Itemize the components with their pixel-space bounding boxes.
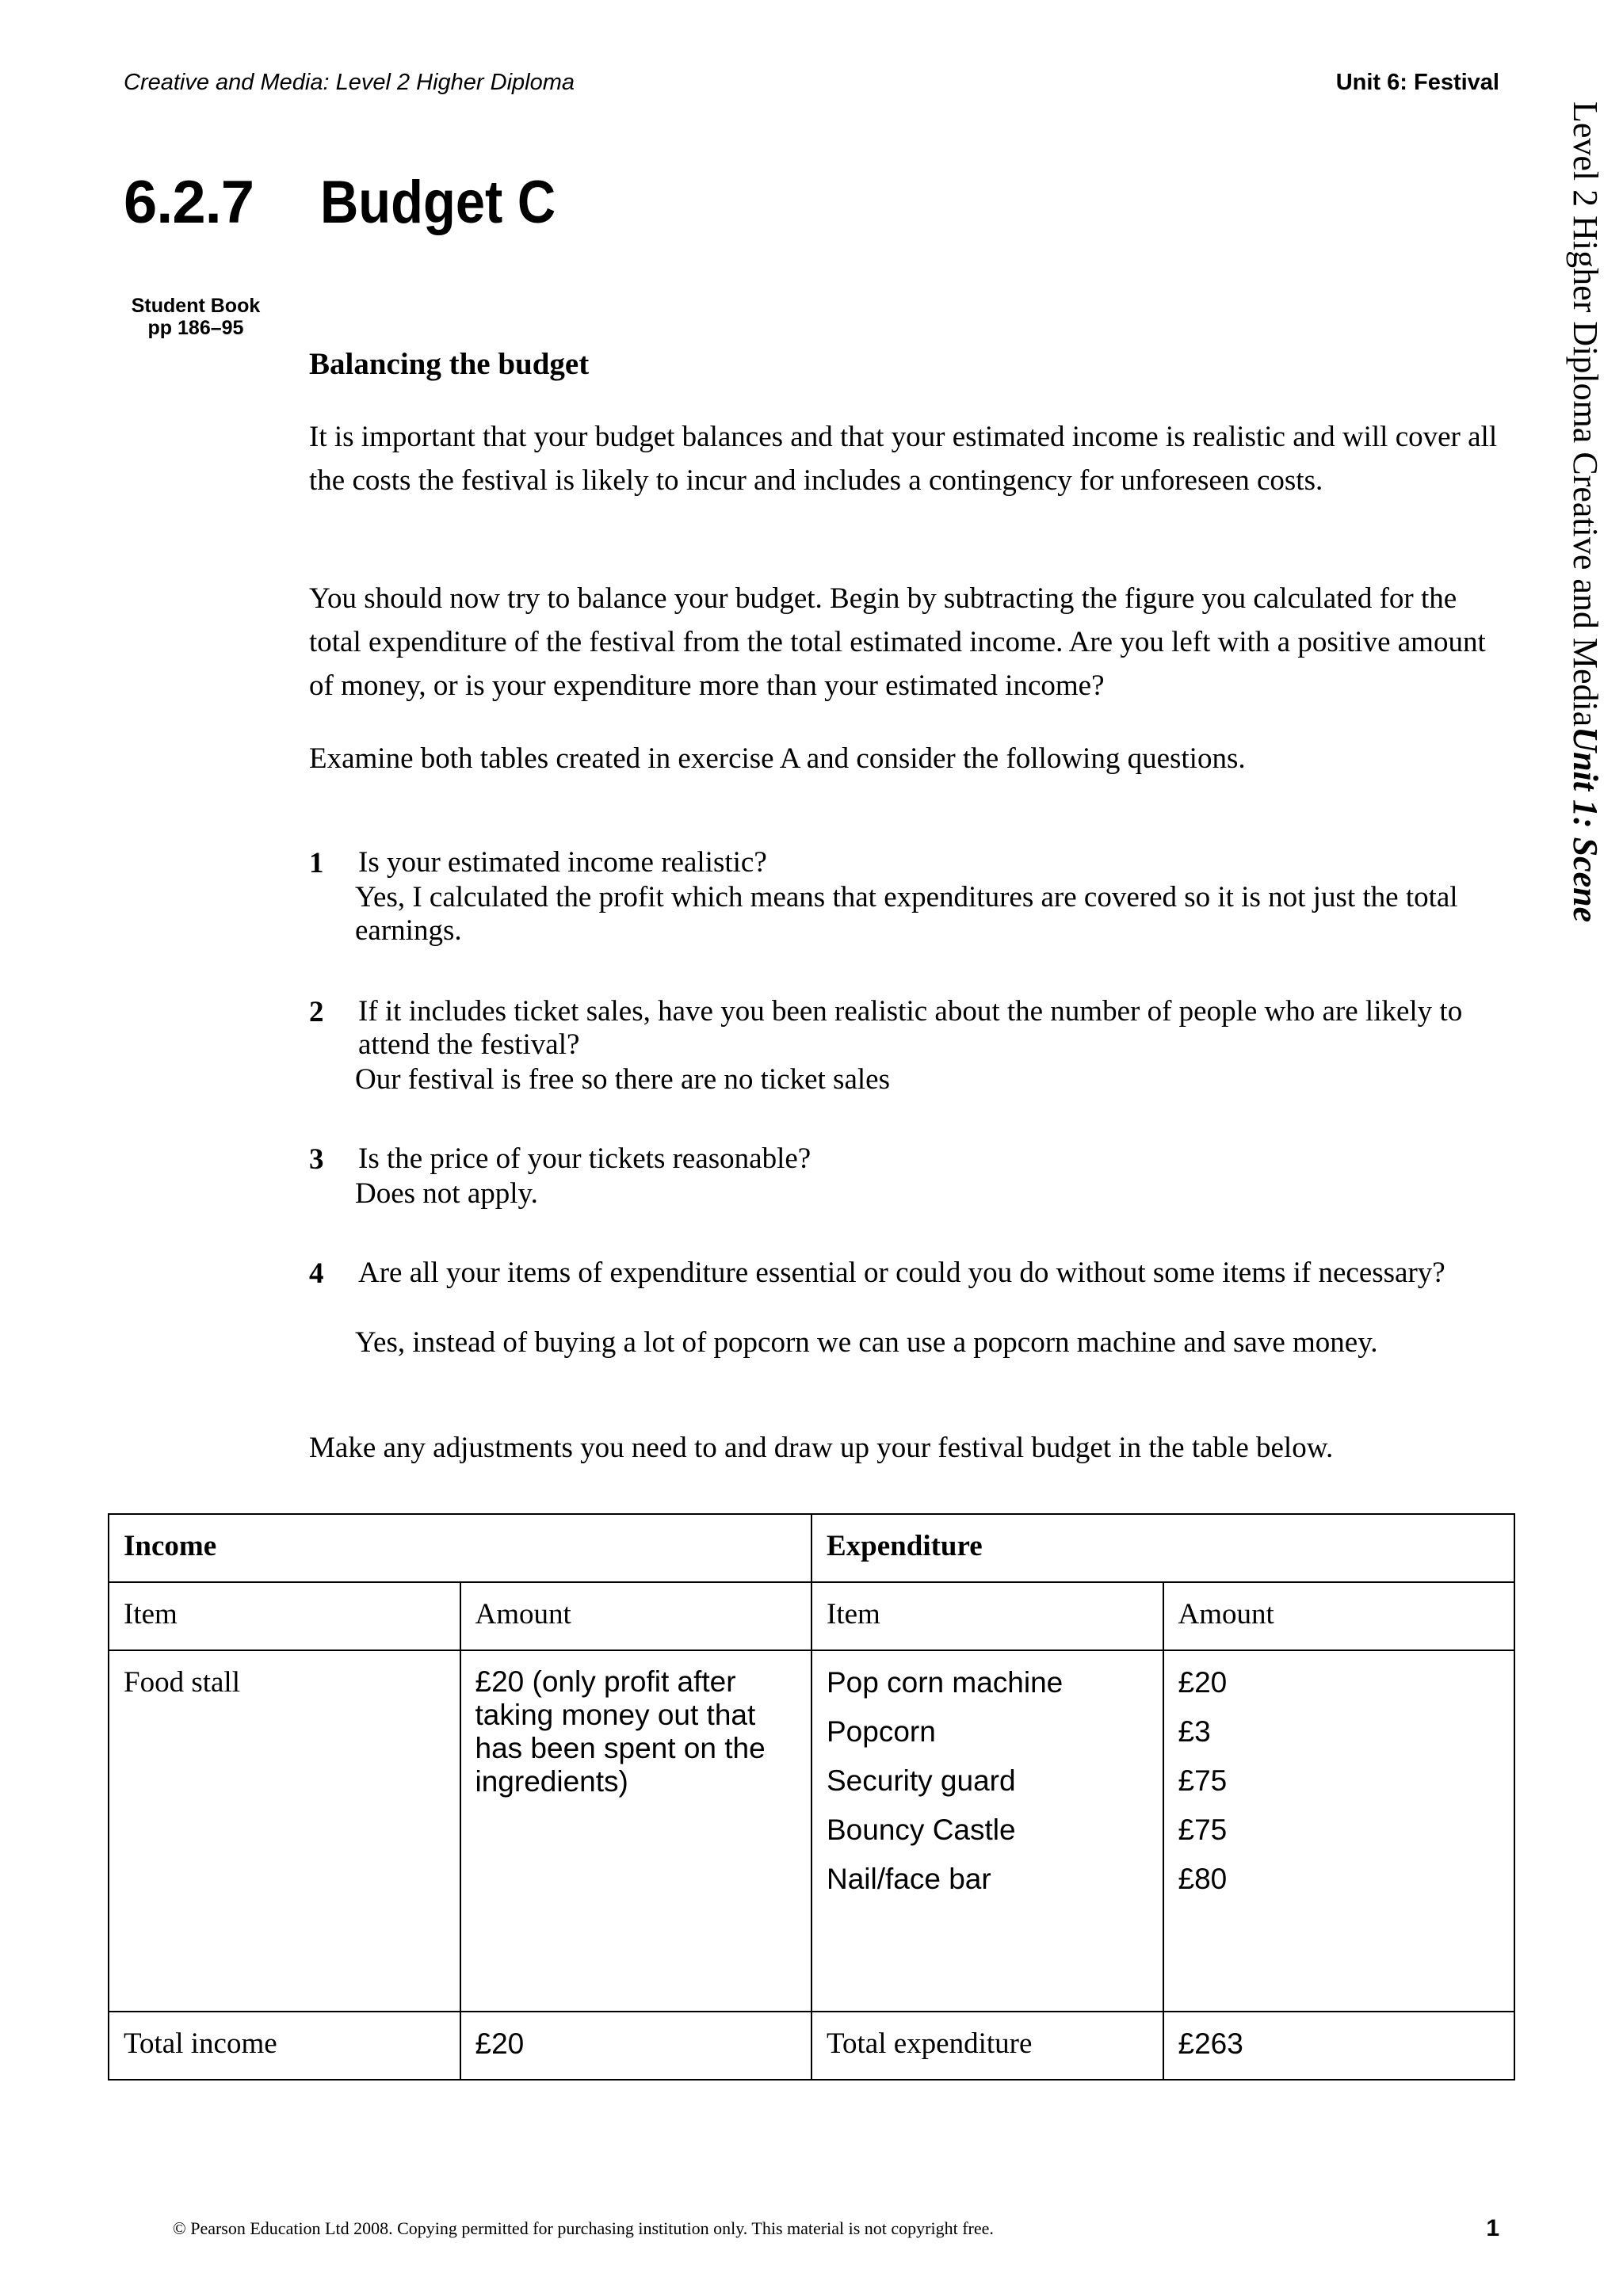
income-amount-label: Amount — [460, 1582, 812, 1650]
question-text: Is your estimated income realistic? — [358, 846, 767, 879]
student-book-reference — [124, 295, 268, 339]
expenditure-item: Security guard — [827, 1764, 1016, 1797]
side-banner — [1565, 101, 1606, 922]
question-text: Is the price of your tickets reasonable? — [358, 1142, 812, 1175]
section-heading: Balancing the budget — [309, 347, 590, 381]
income-amount: £20 (only profit after taking money out that has been spent on the ingredients) — [475, 1665, 766, 1798]
copyright-footer: © Pearson Education Ltd 2008. Copying permitted for purchasing institution only. This material is not copyright free. — [173, 2218, 994, 2238]
paragraph: Examine both tables created in exercise A and consider the following questions. — [309, 742, 1246, 775]
table-row — [109, 1650, 1514, 2012]
page-number: 1 — [1486, 2215, 1499, 2241]
income-item-cell — [109, 1650, 460, 2012]
closing-instruction: Make any adjustments you need to and draw up your festival budget in the table below. — [309, 1432, 1334, 1464]
reference-pages: pp 186–95 — [147, 317, 244, 339]
expenditure-item-label: Item — [812, 1582, 1163, 1650]
total-expenditure-value: £263 — [1163, 2012, 1515, 2080]
answer-text: Yes, I calculated the profit which means that expenditures are covered so it is not just the total earnings. — [355, 881, 1458, 947]
expenditure-item: Bouncy Castle — [827, 1814, 1016, 1846]
question-text: Are all your items of expenditure essential or could you do without some items if necessary? — [358, 1257, 1445, 1289]
side-banner-unit: Unit 1: Scene — [1566, 727, 1605, 923]
expenditure-item: Popcorn — [827, 1715, 936, 1748]
answer-text: Our festival is free so there are no ticket sales — [355, 1063, 890, 1096]
income-item: Food stall — [124, 1666, 240, 1699]
expenditure-amount: £75 — [1178, 1814, 1228, 1846]
expenditure-amount: £80 — [1178, 1863, 1228, 1895]
income-amount-cell — [460, 1650, 812, 2012]
paragraph: It is important that your budget balances and that your estimated income is realistic and will cover all the costs the festival is likely to incur and includes a contingency for unforeseen costs. — [309, 421, 1498, 497]
budget-table — [108, 1513, 1515, 2081]
section-number: 6.2.7 — [124, 169, 254, 236]
page-title: Budget C — [320, 169, 556, 236]
expenditure-item: Nail/face bar — [827, 1863, 991, 1895]
expenditure-amount: £20 — [1178, 1666, 1228, 1699]
question-number: 1 — [309, 847, 324, 879]
expenditure-amount: £3 — [1178, 1715, 1211, 1748]
income-item-label: Item — [109, 1582, 460, 1650]
expenditure-amount-label: Amount — [1163, 1582, 1515, 1650]
expenditure-item-cell — [812, 1650, 1163, 2012]
table-header-row — [109, 1514, 1514, 1582]
table-subheader-row — [109, 1582, 1514, 1650]
answer-text: Yes, instead of buying a lot of popcorn we can use a popcorn machine and save money. — [355, 1326, 1378, 1359]
table-total-row — [109, 2012, 1514, 2080]
total-expenditure-label: Total expenditure — [812, 2012, 1163, 2080]
question-text: If it includes ticket sales, have you been realistic about the number of people who are likely to attend the festival? — [358, 995, 1463, 1061]
income-header: Income — [109, 1514, 812, 1582]
question-number: 2 — [309, 996, 324, 1028]
running-header-course: Creative and Media: Level 2 Higher Diploma — [124, 70, 575, 95]
total-income-value: £20 — [460, 2012, 812, 2080]
paragraph: You should now try to balance your budget. Begin by subtracting the figure you calculated for the total expenditure of the festival from the total estimated income. Are you left with a positive amount of money, or is your expenditure more than your estimated income? — [309, 582, 1486, 702]
expenditure-amount: £75 — [1178, 1764, 1228, 1797]
side-banner-prefix: Level 2 Higher Diploma Creative and Media — [1566, 101, 1605, 727]
answer-text: Does not apply. — [355, 1177, 538, 1210]
expenditure-header: Expenditure — [812, 1514, 1514, 1582]
running-header-unit: Unit 6: Festival — [1335, 70, 1499, 95]
total-income-label: Total income — [109, 2012, 460, 2080]
question-number: 4 — [309, 1257, 324, 1290]
expenditure-amount-cell — [1163, 1650, 1515, 2012]
expenditure-item: Pop corn machine — [827, 1666, 1064, 1699]
reference-book: Student Book — [131, 295, 261, 317]
question-number: 3 — [309, 1143, 324, 1176]
